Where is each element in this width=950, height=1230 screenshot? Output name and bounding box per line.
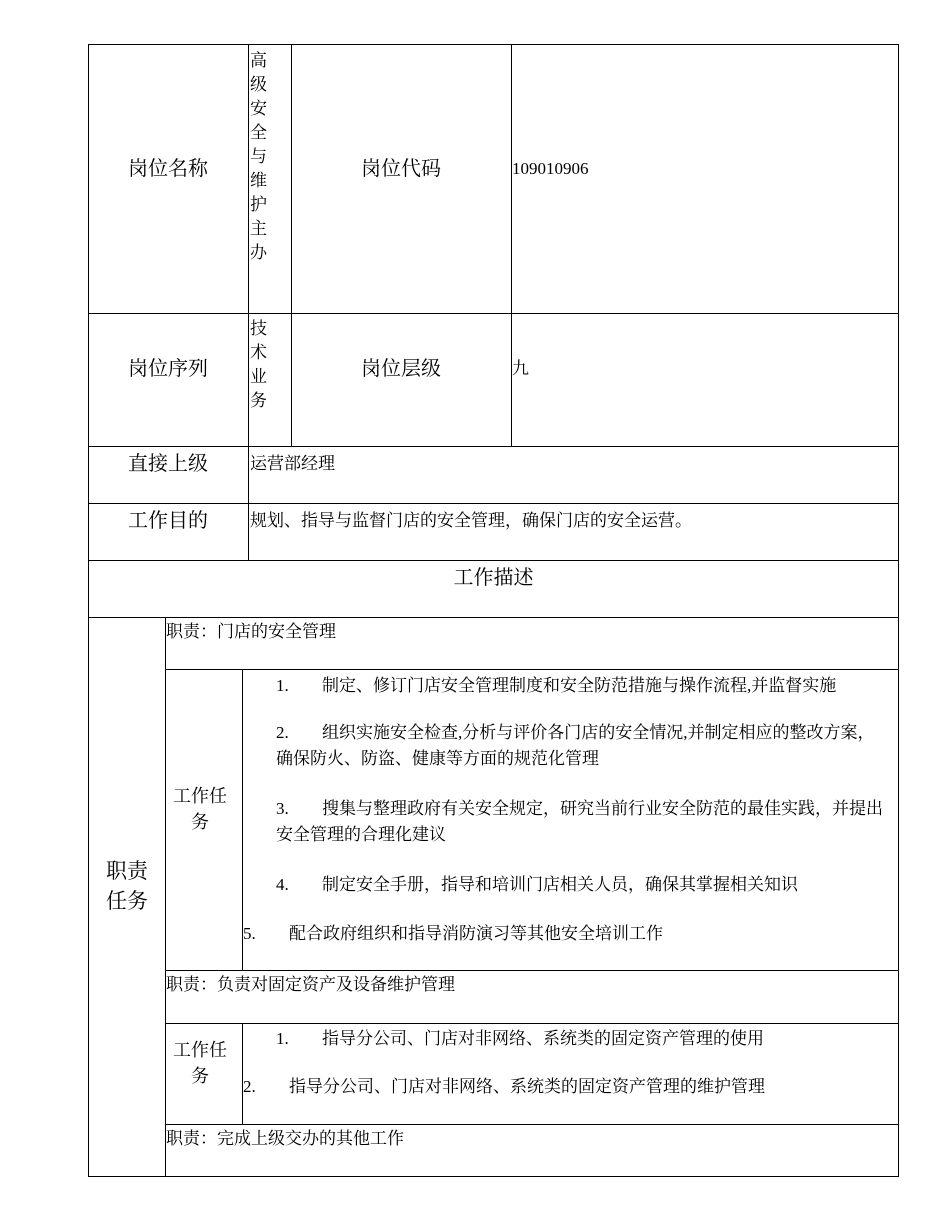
row-divider bbox=[165, 970, 899, 971]
task-text: 组织实施安全检查,分析与评价各门店的安全情况,并制定相应的整改方案，确保防火、防盗、健康等方面的规范化管理 bbox=[276, 723, 875, 768]
task-item bbox=[276, 872, 888, 898]
task-item bbox=[276, 1026, 888, 1052]
task-item bbox=[243, 1074, 883, 1100]
task-text: 指导分公司、门店对非网络、系统类的固定资产管理的使用 bbox=[322, 1029, 764, 1048]
task-label: 工作任务 bbox=[173, 786, 227, 832]
post-code-label: 岗位代码 bbox=[361, 158, 441, 180]
post-series-label: 岗位序列 bbox=[128, 358, 208, 380]
post-code-value: 109010906 bbox=[512, 159, 589, 178]
row-divider bbox=[88, 313, 899, 314]
post-name-value: 高级安全与维护主办 bbox=[250, 51, 267, 262]
row-divider bbox=[88, 560, 899, 561]
post-name-label: 岗位名称 bbox=[128, 158, 208, 180]
task-label: 工作任务 bbox=[173, 1040, 227, 1086]
task-number: 2. bbox=[276, 723, 289, 742]
task-number: 1. bbox=[276, 676, 289, 695]
col-divider bbox=[248, 44, 249, 560]
col-divider bbox=[511, 44, 512, 446]
post-level-label: 岗位层级 bbox=[361, 358, 441, 380]
duty-title: 职责：负责对固定资产及设备维护管理 bbox=[166, 975, 455, 994]
duties-label: 职责任务 bbox=[106, 859, 148, 913]
row-divider bbox=[88, 446, 899, 447]
task-item bbox=[276, 796, 888, 848]
superior-value: 运营部经理 bbox=[250, 454, 335, 473]
row-divider bbox=[165, 669, 899, 670]
row-divider bbox=[165, 1023, 899, 1024]
purpose-label: 工作目的 bbox=[128, 510, 208, 532]
task-number: 5. bbox=[243, 924, 256, 943]
task-item bbox=[276, 673, 891, 699]
post-level-value: 九 bbox=[512, 359, 529, 378]
row-divider bbox=[165, 1124, 899, 1125]
task-text: 搜集与整理政府有关安全规定，研究当前行业安全防范的最佳实践，并提出安全管理的合理化建议 bbox=[276, 799, 883, 844]
task-number: 4. bbox=[276, 875, 289, 894]
superior-label: 直接上级 bbox=[128, 453, 208, 475]
task-text: 配合政府组织和指导消防演习等其他安全培训工作 bbox=[289, 924, 663, 943]
task-text: 制定、修订门店安全管理制度和安全防范措施与操作流程,并监督实施 bbox=[322, 676, 837, 695]
task-item bbox=[276, 720, 888, 772]
task-text: 制定安全手册，指导和培训门店相关人员，确保其掌握相关知识 bbox=[322, 875, 798, 894]
duty-title: 职责：完成上级交办的其他工作 bbox=[166, 1129, 404, 1148]
task-item bbox=[243, 921, 883, 947]
post-series-value: 技术业务 bbox=[250, 319, 267, 410]
task-number: 1. bbox=[276, 1029, 289, 1048]
purpose-value: 规划、指导与监督门店的安全管理，确保门店的安全运营。 bbox=[250, 511, 692, 530]
task-number: 3. bbox=[276, 799, 289, 818]
table-frame bbox=[88, 44, 899, 1177]
task-text: 指导分公司、门店对非网络、系统类的固定资产管理的维护管理 bbox=[289, 1077, 765, 1096]
col-divider bbox=[291, 44, 292, 446]
col-divider bbox=[165, 617, 166, 1177]
duty-title: 职责：门店的安全管理 bbox=[166, 622, 336, 641]
row-divider bbox=[88, 503, 899, 504]
description-title: 工作描述 bbox=[453, 567, 534, 589]
task-number: 2. bbox=[243, 1077, 256, 1096]
row-divider bbox=[88, 617, 899, 618]
